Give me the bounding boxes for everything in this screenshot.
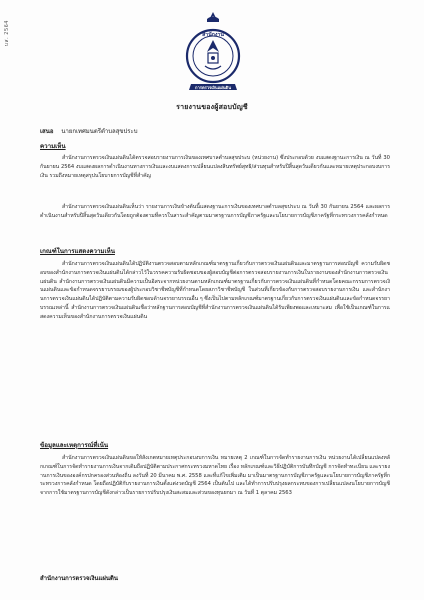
basis-paragraph-text: สำนักงานการตรวจเงินแผ่นดินได้ปฏิบัติงานตรวจสอบตามหลักเกณฑ์มาตรฐานเกี่ยวกับการตรวจเงินแผ่นดินและมาตรฐานการสอบบัญชี ความรับผิดชอบของสำนักงานการตรวจเงินแผ่นดินได้กล่าวไว้ในวรรคความรับผิดชอบของผู้สอบบัญชีต่อการตรวจสอบรายงานการเงินในรายงานของสำนักงานการตรวจเงินแผ่นดิน สำนักงานการตรวจเงินแผ่นดินมีความเป็นอิสระจากหน่วยงานตามหลักเกณฑ์มาตรฐานเกี่ยวกับการตรวจเงินแผ่นดินที่กำหนดโดยคณะกรรมการตรวจเงินแผ่นดินและข้อกำหนดจรรยาบรรณของผู้ประกอบวิชาชีพบัญชีที่กำหนดโดยสภาวิชาชีพบัญชี ในส่วนที่เกี่ยวข้องกับการตรวจสอบรายงานการเงิน และสำนักงานการตรวจเงินแผ่นดินได้ปฏิบัติตามความรับผิดชอบด้านจรรยาบรรณอื่น ๆ ซึ่งเป็นไปตามหลักเกณฑ์มาตรฐานเกี่ยวกับการตรวจเงินแผ่นดินและข้อกำหนดจรรยาบรรณเหล่านี้ สำนักงานการตรวจเงินแผ่นดินเชื่อว่าหลักฐานการสอบบัญชีที่สำนักงานการตรวจเงินแผ่นดินได้รับเพียงพอและเหมาะสม เพื่อใช้เป็นเกณฑ์ในการแสดงความเห็นของสำนักงานการตรวจเงินแผ่นดิน [40,261,390,320]
addressee-label: เสนอ [40,128,54,135]
margin-stamp: บส. 2564 [4,20,10,47]
emphasis-paragraph [40,454,390,498]
opinion-paragraph-2 [40,203,390,221]
addressee-value: นายกเทศมนตรีตำบลสุขประบ [61,128,138,135]
emphasis-heading: ข้อมูลและเหตุการณ์ที่เน้น [40,442,109,449]
audit-office-seal-logo [185,10,241,96]
opinion-heading: ความเห็น [40,143,66,150]
signature-organization: สำนักงานการตรวจเงินแผ่นดิน [40,575,118,582]
basis-heading: เกณฑ์ในการแสดงความเห็น [40,248,115,255]
seal-bottom-text: การตรวจเงินแผ่นดิน [194,84,232,90]
basis-paragraph [40,260,390,322]
emphasis-paragraph-text: สำนักงานการตรวจเงินแผ่นดินขอให้สังเกตหมายเหตุประกอบงบการเงิน หมายเหตุ 2 เกณฑ์ในการจัดทำรายงานการเงิน หน่วยงานได้เปลี่ยนแปลงหลักเกณฑ์ในการจัดทำรายงานการเงินจากเดิมถือปฏิบัติตามประกาศกระทรวงมหาดไทย เรื่อง หลักเกณฑ์และวิธีปฏิบัติการบันทึกบัญชี การจัดทำทะเบียน และรายงานการเงินขององค์กรปกครองส่วนท้องถิ่น ลงวันที่ 20 มีนาคม พ.ศ. 2558 และที่แก้ไขเพิ่มเติม มาเป็นมาตรฐานการบัญชีภาครัฐและนโยบายการบัญชีภาครัฐที่กระทรวงการคลังกำหนด โดยถือปฏิบัติกับรายงานการเงินตั้งแต่งวดบัญชี 2564 เป็นต้นไป และได้ทำการปรับปรุงผลกระทบของการเปลี่ยนแปลงนโยบายการบัญชีจากการใช้มาตรฐานการบัญชีดังกล่าวเป็นรายการปรับปรุงเงินสะสมและส่วนของทุนยกมา ณ วันที่ 1 ตุลาคม 2563 [40,455,390,497]
opinion-paragraph-1 [40,154,390,180]
opinion-paragraph-2-text: สำนักงานการตรวจเงินแผ่นดินเห็นว่า รายงานการเงินข้างต้นนี้แสดงฐานะการเงินของเทศบาลตำบลสุขประบ ณ วันที่ 30 กันยายน 2564 และผลการดำเนินงานสำหรับปีสิ้นสุดวันเดียวกันโดยถูกต้องตามที่ควรในสาระสำคัญตามมาตรฐานการบัญชีภาครัฐและนโยบายการบัญชีภาครัฐที่กระทรวงการคลังกำหนด [40,204,390,219]
seal-top-text: สำนักงาน [202,32,224,38]
opinion-paragraph-1-text: สำนักงานการตรวจเงินแผ่นดินได้ตรวจสอบรายงานการเงินของเทศบาลตำบลสุขประบ (หน่วยงาน) ซึ่งประกอบด้วย งบแสดงฐานะการเงิน ณ วันที่ 30 กันยายน 2564 งบแสดงผลการดำเนินงานทางการเงินและงบแสดงการเปลี่ยนแปลงสินทรัพย์สุทธิ/ส่วนทุนสำหรับปีสิ้นสุดวันเดียวกันและหมายเหตุประกอบงบการเงิน รวมถึงหมายเหตุสรุปนโยบายการบัญชีที่สำคัญ [40,155,390,179]
report-title: รายงานของผู้สอบบัญชี [176,103,248,111]
addressee [40,126,138,136]
